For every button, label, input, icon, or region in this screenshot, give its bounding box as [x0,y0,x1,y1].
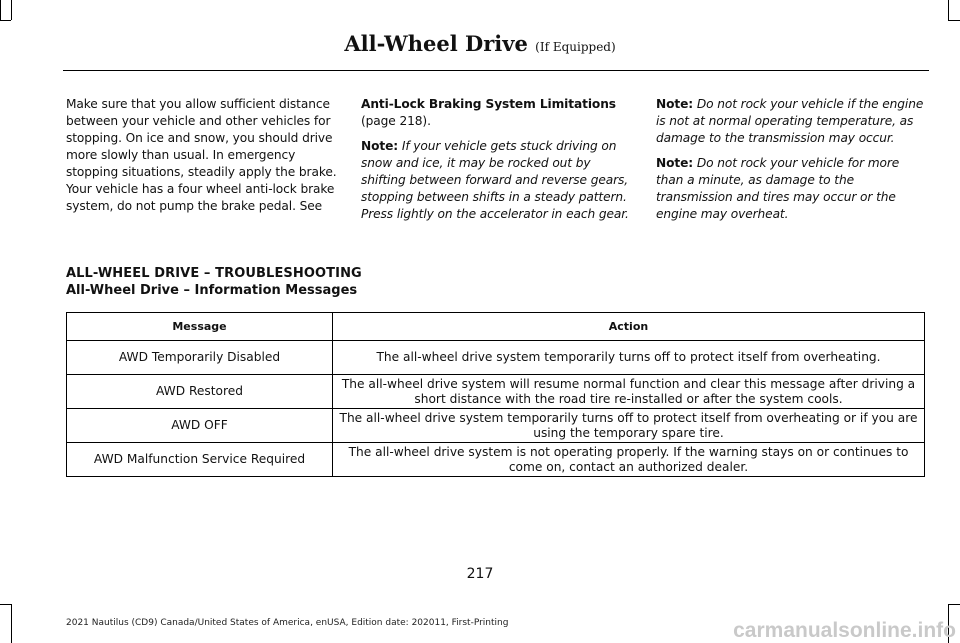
crop-mark [948,20,960,21]
table-header-row [67,313,925,341]
watermark: carmanualsonline.info [733,619,956,642]
information-messages-table [66,312,925,477]
cross-reference-link[interactable]: Anti-Lock Braking System Limitations [361,97,616,111]
table-row [67,341,925,375]
section-heading: ALL-WHEEL DRIVE – TROUBLESHOOTING [66,266,362,281]
crop-mark [11,604,12,643]
crop-mark [11,0,12,20]
crop-mark [948,604,960,605]
crop-mark [0,20,11,21]
note [361,138,632,223]
header-divider [63,70,929,71]
note-text: Do not rock your vehicle for more than a minute, as damage to the transmission and tires may occur or the engine may overheat. [656,156,900,221]
footer-edition-info: 2021 Nautilus (CD9) Canada/United States of America, enUSA, Edition date: 202011, First-Printing [66,618,509,628]
page-title-text: All-Wheel Drive [344,31,528,56]
action-cell: The all-wheel drive system will resume normal function and clear this message after driving a short distance with the road tire re-installed or after the system cools. [333,375,925,409]
note-label: Note: [361,139,399,153]
action-cell: The all-wheel drive system temporarily turns off to protect itself from overheating or if you are using the temporary spare tire. [333,409,925,443]
crop-mark [0,604,11,605]
table-row [67,409,925,443]
column-header-message: Message [67,313,333,341]
cross-reference-page: (page 218). [361,114,431,128]
note-text: If your vehicle gets stuck driving on snow and ice, it may be rocked out by shifting between forward and reverse gears, stopping between shifts in a steady pattern. Press lightly on the accelerator in each gear. [361,139,629,221]
table-row [67,375,925,409]
page-subtitle: (If Equipped) [535,40,616,54]
note-label: Note: [656,156,694,170]
message-cell: AWD Malfunction Service Required [67,443,333,477]
table-row [67,443,925,477]
action-cell: The all-wheel drive system temporarily turns off to protect itself from overheating. [333,341,925,375]
paragraph: Make sure that you allow sufficient distance between your vehicle and other vehicles for stopping. On ice and snow, you should drive more slowly than usual. In emergency stopping situations, steadily apply the brake. Your vehicle has a four wheel anti-lock brake system, do not pump the brake pedal. See [66,97,337,213]
column-header-action: Action [333,313,925,341]
action-cell: The all-wheel drive system is not operating properly. If the warning stays on or continues to come on, contact an authorized dealer. [333,443,925,477]
cross-reference [361,96,632,130]
text-column-3 [656,96,927,231]
crop-mark [948,0,949,20]
message-cell: AWD Temporarily Disabled [67,341,333,375]
page-number: 217 [466,566,494,582]
note [656,96,927,147]
note [656,155,927,223]
note-label: Note: [656,97,694,111]
note-text: Do not rock your vehicle if the engine is not at normal operating temperature, as damage to the transmission may occur. [656,97,924,145]
message-cell: AWD OFF [67,409,333,443]
page-title [0,31,960,56]
text-column-1 [66,96,337,223]
text-column-2 [361,96,632,231]
section-subheading: All-Wheel Drive – Information Messages [66,283,358,298]
crop-mark [0,0,1,20]
message-cell: AWD Restored [67,375,333,409]
